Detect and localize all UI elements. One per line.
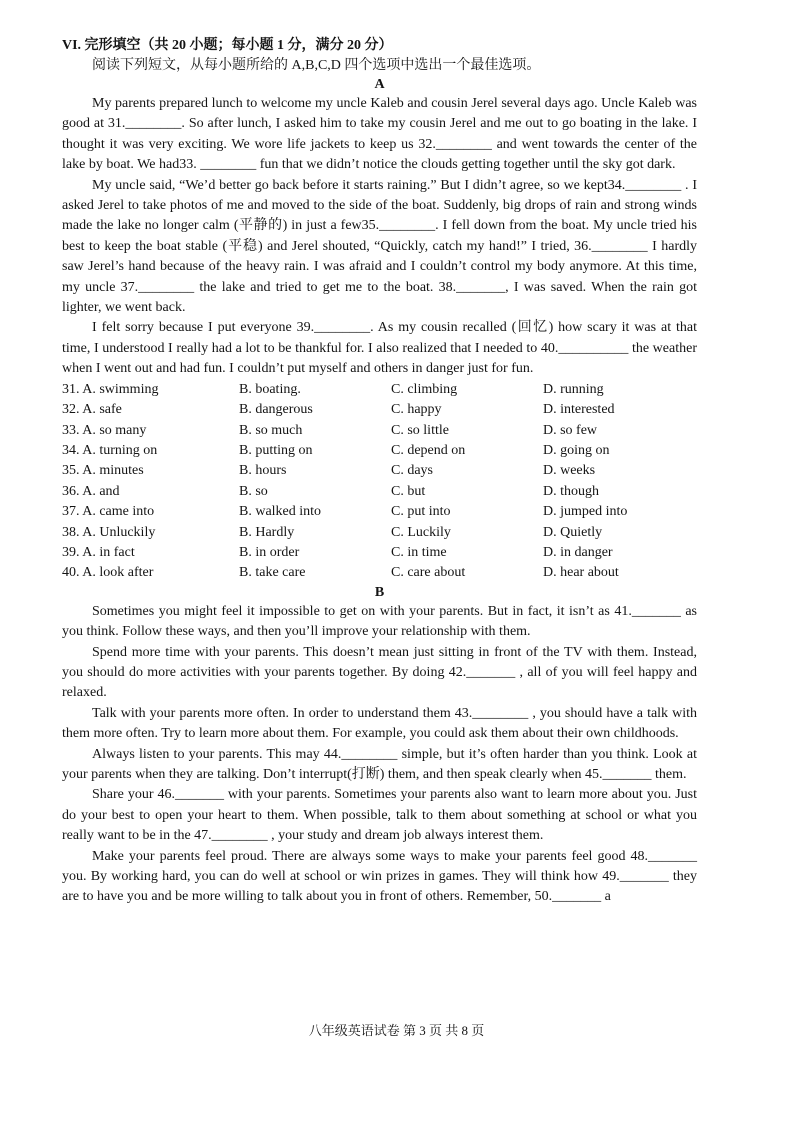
passage-a-paragraph: My uncle said, “We’d better go back before it starts raining.” But I didn’t agree, so we kept34.________ . I asked Jerel to take photos of me and moved to the side of the boat. Suddenly, big drops of rain and strong winds made the lake no longer calm (平静的) in just a few35.________. I fell down from the boat. My uncle tried his best to keep the boat stable (平稳) and Jerel shouted, “Quickly, catch my hand!” I tried, 36.________ I hardly saw Jerel’s hand because of the heavy rain. I was afraid and I couldn’t control my body anymore. At this time, my uncle 37.________ the lake and tried to get me to the boat. 38._______, I was saved. When the rain got lighter, we went back. xyxy=(62,177,697,316)
option-c: C. Luckily xyxy=(391,524,451,540)
option-b: B. hours xyxy=(239,463,287,479)
option-c: C. so little xyxy=(391,422,449,438)
option-a: 34. A. turning on xyxy=(62,442,158,458)
option-b: B. so much xyxy=(239,422,303,438)
option-c: C. depend on xyxy=(391,442,466,458)
option-b: B. walked into xyxy=(239,504,322,520)
passage-b-paragraph: Sometimes you might feel it impossible to get on with your parents. But in fact, it isn’t as 41._______ as you think. Follow these ways, and then you’ll improve your relationship with them. xyxy=(62,603,697,640)
passage-a-options xyxy=(62,380,697,584)
option-row xyxy=(62,543,697,563)
option-d: D. in danger xyxy=(543,544,613,560)
option-b: B. dangerous xyxy=(239,402,313,418)
option-b: B. take care xyxy=(239,565,306,581)
passage-a xyxy=(62,94,697,380)
passage-b-paragraph: Always listen to your parents. This may 44.________ simple, but it’s often harder than you think. Look at your parents when they are talking. Don’t interrupt(打断) them, and then speak clearly when 45._______ them. xyxy=(62,746,697,782)
option-d: D. going on xyxy=(543,442,610,458)
page-footer: 八年级英语试卷 第 3 页 共 8 页 xyxy=(308,1023,485,1038)
section-title: VI. 完形填空（共 20 小题；每小题 1 分，满分 20 分） xyxy=(62,38,393,53)
option-c: C. put into xyxy=(391,504,451,520)
option-row xyxy=(62,523,697,543)
option-b: B. so xyxy=(239,483,268,499)
option-d: D. weeks xyxy=(543,463,596,479)
option-row xyxy=(62,421,697,441)
option-a: 31. A. swimming xyxy=(62,381,159,397)
option-row xyxy=(62,380,697,400)
option-row xyxy=(62,482,697,502)
passage-b xyxy=(62,602,697,908)
passage-a-paragraph: I felt sorry because I put everyone 39.________. As my cousin recalled (回忆) how scary it was at that time, I understood I really had a lot to be thankful for. I also realized that I needed to 40.__________ the weather when I went out and had fun. I couldn’t put myself and others in danger just for fun. xyxy=(62,320,697,377)
option-b: B. Hardly xyxy=(239,524,295,540)
option-row xyxy=(62,461,697,481)
option-a: 36. A. and xyxy=(62,483,120,499)
option-a: 40. A. look after xyxy=(62,565,154,581)
option-c: C. happy xyxy=(391,402,442,418)
option-c: C. days xyxy=(391,463,433,479)
option-a: 33. A. so many xyxy=(62,422,147,438)
passage-a-label: A xyxy=(374,77,385,92)
option-c: C. but xyxy=(391,483,426,499)
option-a: 35. A. minutes xyxy=(62,463,144,479)
passage-b-paragraph: Share your 46._______ with your parents. Sometimes your parents also want to learn more about you. Just do your best to open your heart to them. When possible, talk to them about something at school or what you really want to be in the 47.________ , your study and dream job always interest them. xyxy=(62,787,697,844)
passage-b-paragraph: Talk with your parents more often. In order to understand them 43.________ , you should have a talk with them more often. Try to learn more about them. For example, you could ask them about their own childhoods. xyxy=(62,705,697,742)
option-d: D. hear about xyxy=(543,565,619,581)
option-b: B. putting on xyxy=(239,442,313,458)
option-row xyxy=(62,441,697,461)
option-a: 38. A. Unluckily xyxy=(62,524,156,540)
option-d: D. so few xyxy=(543,422,598,438)
option-row xyxy=(62,502,697,522)
option-b: B. boating. xyxy=(239,381,301,397)
option-d: D. Quietly xyxy=(543,524,603,540)
option-d: D. though xyxy=(543,483,599,499)
option-a: 32. A. safe xyxy=(62,402,122,418)
option-a: 39. A. in fact xyxy=(62,544,135,560)
option-c: C. in time xyxy=(391,544,447,560)
passage-b-paragraph: Spend more time with your parents. This doesn’t mean just sitting in front of the TV with them. Instead, you should do more activities with your parents together. By doing 42._______ , all of you will feel happy and relaxed. xyxy=(62,644,697,701)
section-instruction: 阅读下列短文，从每小题所给的 A,B,C,D 四个选项中选出一个最佳选项。 xyxy=(92,58,541,73)
passage-b-label: B xyxy=(374,584,385,600)
option-c: C. care about xyxy=(391,565,466,581)
option-row xyxy=(62,563,697,583)
passage-a-paragraph: My parents prepared lunch to welcome my uncle Kaleb and cousin Jerel several days ago. Uncle Kaleb was good at 31.________. So after lunch, I asked him to take my cousin Jerel and me out to go boating in the lake. I thought it was very exciting. We wore life jackets to keep us 32.________ and went towards the center of the lake by boat. We had33. ________ fun that we didn’t notice the clouds getting together until the sky got dark. xyxy=(62,96,697,173)
passage-b-paragraph: Make your parents feel proud. There are always some ways to make your parents feel good 48._______ you. By working hard, you can do well at school or win prizes in games. They will think how 49._______ they are to have you and be more willing to talk about you in front of others. Remember, 50._______ a xyxy=(62,848,697,905)
option-d: D. jumped into xyxy=(543,504,628,520)
option-d: D. interested xyxy=(543,402,615,418)
option-d: D. running xyxy=(543,381,604,397)
option-c: C. climbing xyxy=(391,381,458,397)
option-a: 37. A. came into xyxy=(62,504,155,520)
option-b: B. in order xyxy=(239,544,300,560)
option-row xyxy=(62,400,697,420)
